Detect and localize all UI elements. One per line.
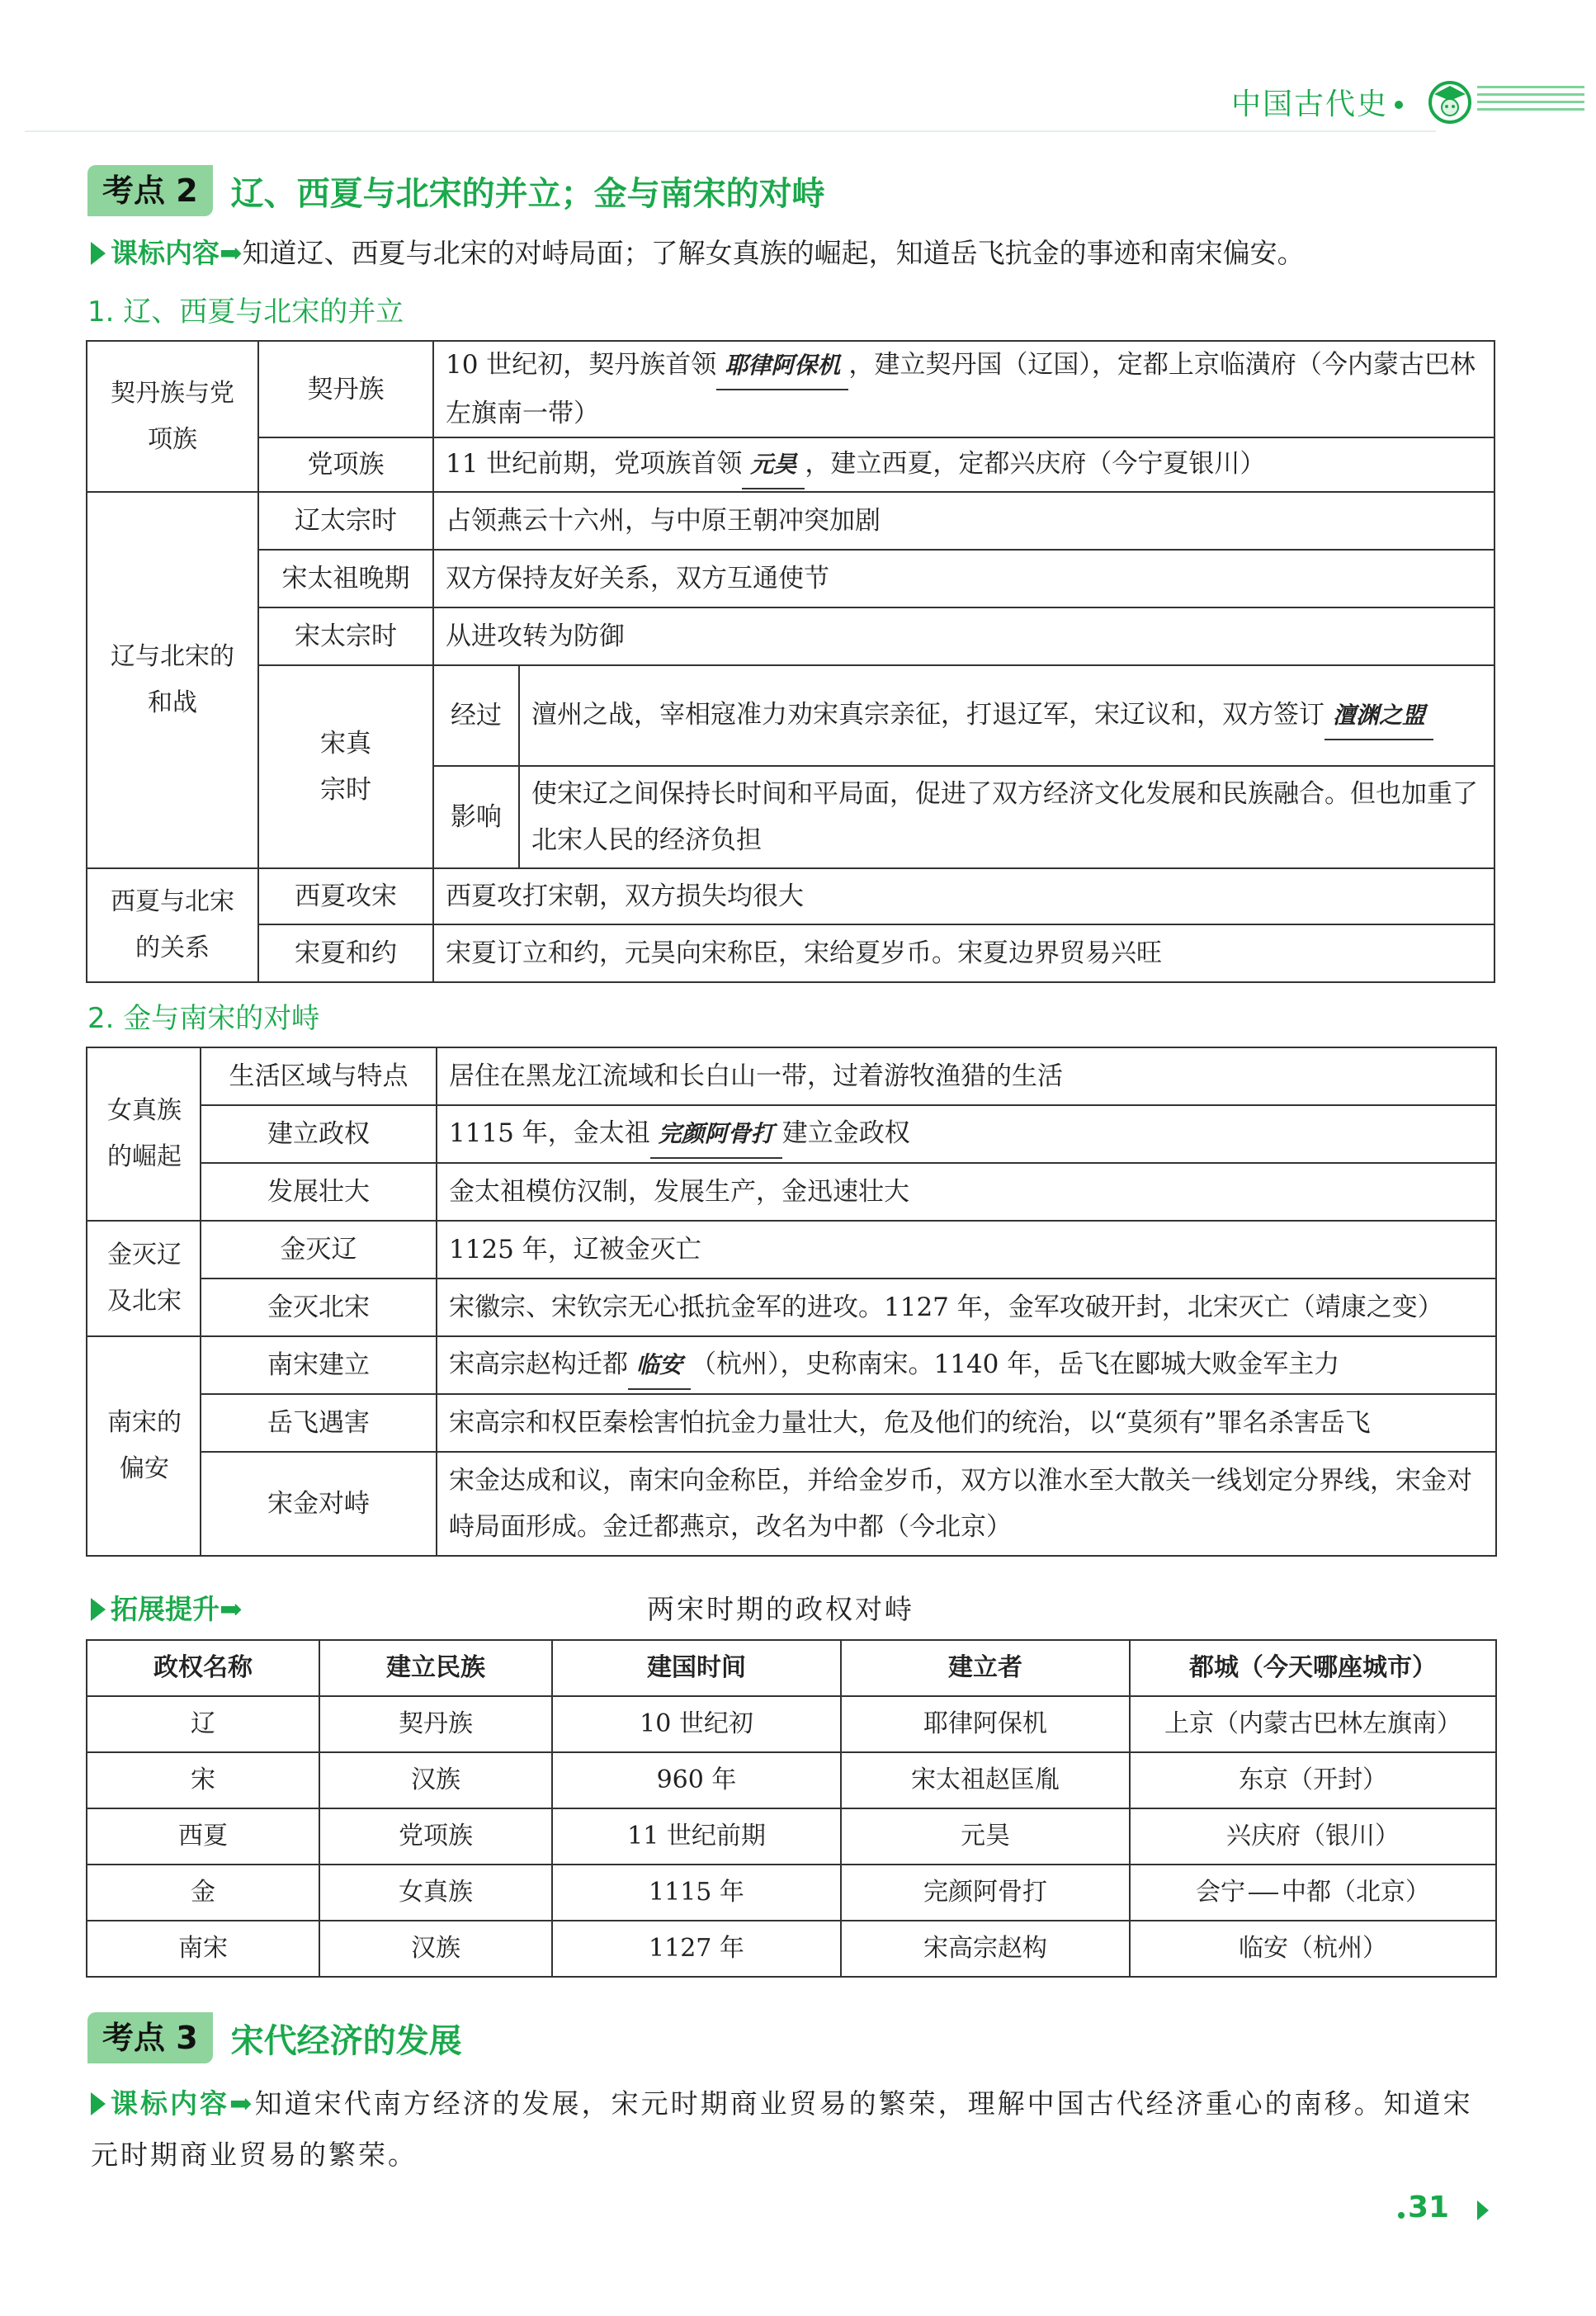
section2-badge: 考点 2: [87, 165, 213, 216]
table-header-row: [87, 1640, 1496, 1696]
page-arrow-icon: [1477, 2200, 1489, 2220]
row-value: 宋徽宗、宋钦宗无心抵抗金军的进攻。1127 年，金军攻破开封，北宋灭亡（靖康之变）: [437, 1279, 1496, 1336]
row-key: 辽太宗时: [258, 492, 433, 550]
row-value: 占领燕云十六州，与中原王朝冲突加剧: [433, 492, 1494, 550]
group-label: 金灭辽及北宋: [87, 1221, 201, 1336]
section3-heading: [87, 2012, 462, 2063]
table-cell: 金: [87, 1865, 319, 1921]
table-cell: 上京（内蒙古巴林左旗南）: [1130, 1696, 1496, 1752]
table-cell: 宋: [87, 1752, 319, 1808]
section2-title: 辽、西夏与北宋的并立；金与南宋的对峙: [230, 174, 825, 213]
arrow-icon: ➡: [229, 2087, 255, 2120]
student-icon: [1423, 76, 1477, 125]
row-key: 金灭辽: [201, 1221, 437, 1279]
table-cell: 会宁 中都（北京）: [1130, 1865, 1496, 1921]
table-cell: 完颜阿骨打: [841, 1865, 1130, 1921]
table-regimes: [86, 1639, 1497, 1978]
table-row: [87, 1336, 1496, 1394]
row-subkey: 经过: [433, 665, 519, 766]
header-title: 中国古代史: [1231, 87, 1389, 121]
triangle-icon: [91, 242, 106, 265]
extension-caption: 两宋时期的政权对峙: [647, 1593, 914, 1625]
page-dot: [1398, 2212, 1405, 2219]
table-row: [87, 1752, 1496, 1808]
row-value: 1115 年，金太祖 完颜阿骨打 建立金政权: [437, 1105, 1496, 1163]
row-key: 宋夏和约: [258, 924, 433, 982]
table-cell: 汉族: [319, 1752, 552, 1808]
answer-blank: 临安: [628, 1342, 691, 1390]
table-liao-xixia-song: [86, 340, 1495, 983]
row-key: 契丹族: [258, 341, 433, 437]
header-rule: [25, 130, 1436, 132]
group-label: 女真族的崛起: [87, 1047, 201, 1221]
table-row: [87, 1279, 1496, 1336]
row-key: 生活区域与特点: [201, 1047, 437, 1105]
row-value: 西夏攻打宋朝，双方损失均很大: [433, 868, 1494, 924]
table-row: [87, 341, 1494, 437]
subheading-2: 2. 金与南宋的对峙: [87, 1002, 320, 1035]
table-cell: 汉族: [319, 1921, 552, 1977]
table-cell: 女真族: [319, 1865, 552, 1921]
table-cell: 960 年: [552, 1752, 841, 1808]
page-number: 31: [1408, 2191, 1450, 2224]
row-value: 宋高宗和权臣秦桧害怕抗金力量壮大，危及他们的统治，以“莫须有”罪名杀害岳飞: [437, 1394, 1496, 1452]
table-cell: 契丹族: [319, 1696, 552, 1752]
table-cell: 党项族: [319, 1808, 552, 1865]
answer-blank: 耶律阿保机: [716, 343, 848, 390]
table-cell: 兴庆府（银川）: [1130, 1808, 1496, 1865]
answer-blank: 澶渊之盟: [1324, 692, 1433, 740]
section2-heading: [87, 165, 825, 216]
row-value: 澶州之战，宰相寇准力劝宋真宗亲征，打退辽军，宋辽议和，双方签订 澶渊之盟: [519, 665, 1494, 766]
row-subkey: 影响: [433, 766, 519, 868]
row-value: 金太祖模仿汉制，发展生产，金迅速壮大: [437, 1163, 1496, 1221]
group-label: 南宋的偏安: [87, 1336, 201, 1556]
table-row: [87, 1808, 1496, 1865]
standard-label: 课标内容: [111, 237, 220, 269]
row-value: 11 世纪前期，党项族首领 元昊 ，建立西夏，定都兴庆府（今宁夏银川）: [433, 437, 1494, 492]
row-key: 宋太宗时: [258, 607, 433, 665]
row-key: 发展壮大: [201, 1163, 437, 1221]
column-header: 建国时间: [552, 1640, 841, 1696]
section3-standard: [91, 2078, 1499, 2181]
standard-text: 知道宋代南方经济的发展，宋元时期商业贸易的繁荣，理解中国古代经济重心的南移。知道宋元时期商业贸易的繁荣。: [91, 2087, 1473, 2171]
table-jin-southern-song: [86, 1047, 1497, 1557]
triangle-icon: [91, 1598, 106, 1621]
answer-blank: 元昊: [742, 442, 805, 489]
table-row: [87, 607, 1494, 665]
row-value: 使宋辽之间保持长时间和平局面，促进了双方经济文化发展和民族融合。但也加重了北宋人民的经济负担: [519, 766, 1494, 868]
header-dot: [1395, 101, 1403, 109]
group-label: 辽与北宋的和战: [87, 492, 258, 868]
table-cell: 西夏: [87, 1808, 319, 1865]
table-cell: 11 世纪前期: [552, 1808, 841, 1865]
table-row: [87, 550, 1494, 607]
row-value: 宋金达成和议，南宋向金称臣，并给金岁币，双方以淮水至大散关一线划定分界线，宋金对峙局面形成。金迁都燕京，改名为中都（今北京）: [437, 1452, 1496, 1556]
row-key: 宋金对峙: [201, 1452, 437, 1556]
table-row: [87, 1921, 1496, 1977]
table-row: [87, 1047, 1496, 1105]
column-header: 都城（今天哪座城市）: [1130, 1640, 1496, 1696]
row-key: 党项族: [258, 437, 433, 492]
table-row: [87, 437, 1494, 492]
table-cell: 宋高宗赵构: [841, 1921, 1130, 1977]
extension-label: 拓展提升: [111, 1593, 220, 1625]
table-cell: 南宋: [87, 1921, 319, 1977]
section3-badge: 考点 3: [87, 2012, 213, 2063]
row-value: 1125 年，辽被金灭亡: [437, 1221, 1496, 1279]
standard-label: 课标内容: [111, 2087, 229, 2120]
table-cell: 元昊: [841, 1808, 1130, 1865]
table-row: [87, 1696, 1496, 1752]
table-row: [87, 665, 1494, 766]
table-cell: 东京（开封）: [1130, 1752, 1496, 1808]
row-value: 从进攻转为防御: [433, 607, 1494, 665]
table-row: [87, 1865, 1496, 1921]
table-row: [87, 1221, 1496, 1279]
table-row: [87, 868, 1494, 924]
arrow-icon: ➡: [220, 237, 243, 269]
row-value: 双方保持友好关系，双方互通使节: [433, 550, 1494, 607]
answer-blank: 完颜阿骨打: [650, 1111, 782, 1159]
section2-standard: [91, 228, 1510, 279]
table-row: [87, 924, 1494, 982]
table-cell: 1127 年: [552, 1921, 841, 1977]
row-key: 西夏攻宋: [258, 868, 433, 924]
row-key: 南宋建立: [201, 1336, 437, 1394]
row-key: 建立政权: [201, 1105, 437, 1163]
table-row: [87, 1394, 1496, 1452]
column-header: 建立民族: [319, 1640, 552, 1696]
arrow-icon: ➡: [220, 1593, 243, 1625]
row-value: 宋夏订立和约，元昊向宋称臣，宋给夏岁币。宋夏边界贸易兴旺: [433, 924, 1494, 982]
section3-title: 宋代经济的发展: [230, 2021, 462, 2060]
standard-text: 知道辽、西夏与北宋的对峙局面；了解女真族的崛起，知道岳飞抗金的事迹和南宋偏安。: [242, 237, 1305, 269]
table-cell: 耶律阿保机: [841, 1696, 1130, 1752]
group-label: 西夏与北宋的关系: [87, 868, 258, 982]
table-cell: 10 世纪初: [552, 1696, 841, 1752]
table-cell: 1115 年: [552, 1865, 841, 1921]
row-value: 宋高宗赵构迁都 临安 （杭州），史称南宋。1140 年，岳飞在郾城大败金军主力: [437, 1336, 1496, 1394]
table-row: [87, 1163, 1496, 1221]
table-row: [87, 1452, 1496, 1556]
row-value: 10 世纪初，契丹族首领 耶律阿保机 ，建立契丹国（辽国），定都上京临潢府（今内蒙古巴林左旗南一带）: [433, 341, 1494, 437]
table-row: [87, 492, 1494, 550]
subheading-1: 1. 辽、西夏与北宋的并立: [87, 295, 404, 328]
header-decoration: [1477, 86, 1584, 127]
row-value: 居住在黑龙江流域和长白山一带，过着游牧渔猎的生活: [437, 1047, 1496, 1105]
table-row: [87, 1105, 1496, 1163]
column-header: 政权名称: [87, 1640, 319, 1696]
group-label: 契丹族与党项族: [87, 341, 258, 492]
extension-label-row: [91, 1588, 243, 1627]
row-key: 宋真宗时: [258, 665, 433, 868]
row-key: 岳飞遇害: [201, 1394, 437, 1452]
table-cell: 辽: [87, 1696, 319, 1752]
dash-line: [1249, 1893, 1278, 1894]
table-cell: 临安（杭州）: [1130, 1921, 1496, 1977]
triangle-icon: [91, 2092, 106, 2115]
table-cell: 宋太祖赵匡胤: [841, 1752, 1130, 1808]
column-header: 建立者: [841, 1640, 1130, 1696]
row-key: 宋太祖晚期: [258, 550, 433, 607]
row-key: 金灭北宋: [201, 1279, 437, 1336]
